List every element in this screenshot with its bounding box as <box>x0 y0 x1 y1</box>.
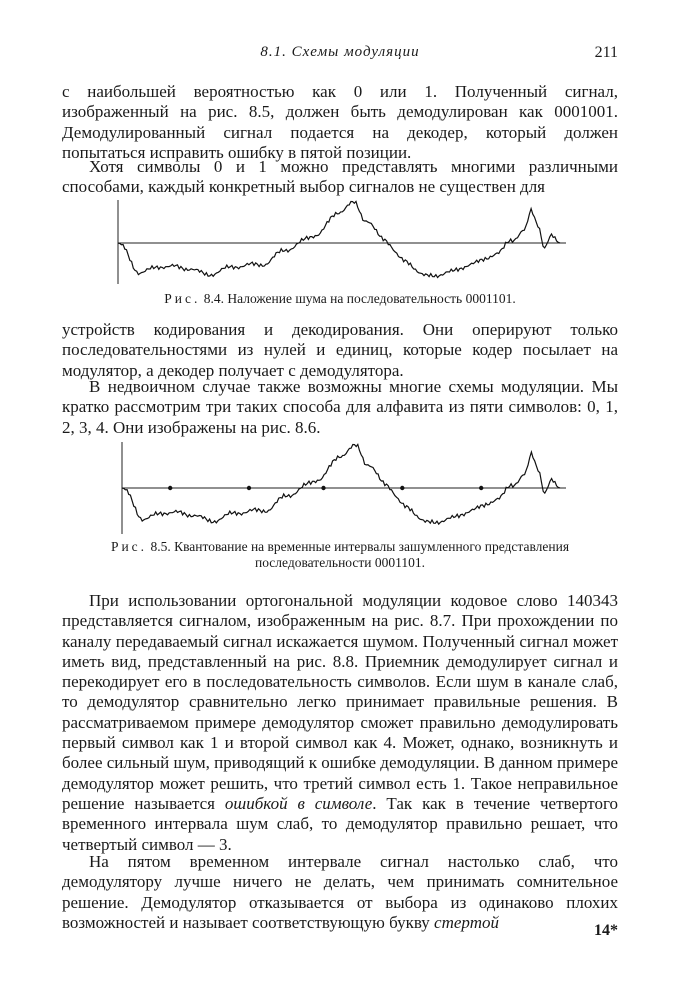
paragraph-6 <box>62 852 618 933</box>
paragraph-1: с наибольшей вероятностью как 0 или 1. Полученный сигнал, изображенный на рис. 8.5, должен быть демодулирован как 0001001. Демодулированный сигнал подается на декодер, который должен попытаться исправить ошибку в пятой позиции. <box>62 82 618 162</box>
paragraph-6-text: На пятом временном интервале сигнал настолько слаб, что демодулятору лучше ничего не делать, чем принимать сомнительное решение. Демодулятор отказывается от выбора из одинаково плохих возможностей и называет соответствующую букву <box>62 852 618 932</box>
figure-8-4-caption <box>62 291 618 307</box>
sample-point-3 <box>321 486 325 490</box>
term-symbol-error: ошибкой в символе <box>224 793 373 813</box>
signature-mark: 14* <box>594 922 618 939</box>
paragraph-5 <box>62 591 618 855</box>
paragraph-5-tail: . Так как в течение четвертого временного интервала шум слаб, то демодулятор правильно решает, что четвертый символ — 3. <box>62 793 619 854</box>
page-header <box>62 44 618 66</box>
fig85-caption-label: Рис. <box>110 539 148 554</box>
term-erased: стертой <box>434 912 499 932</box>
figure-8-5-quantized-signal <box>110 440 570 536</box>
fig84-caption-label: Рис. <box>164 291 201 306</box>
sample-point-2 <box>247 486 251 490</box>
paragraph-4: В недвоичном случае также возможны многие схемы модуляции. Мы кратко рассмотрим три таких способа для алфавита из пяти символов: 0, 1, 2, 3, 4. Они изображены на рис. 8.6. <box>62 377 618 437</box>
page-number: 211 <box>594 44 618 61</box>
paragraph-2: Хотя символы 0 и 1 можно представлять многими различными способами, каждый конкретный выбор сигналов не существен для <box>62 157 618 197</box>
fig85-noisy-waveform <box>122 444 560 524</box>
fig84-caption-text: 8.4. Наложение шума на последовательность 0001101. <box>203 291 516 306</box>
sample-point-1 <box>168 486 172 490</box>
running-title: 8.1. Схемы модуляции <box>260 44 420 60</box>
sample-point-4 <box>400 486 404 490</box>
sample-point-5 <box>479 486 483 490</box>
fig85-caption-line1: 8.5. Квантование на временные интервалы зашумленного представления <box>150 539 570 554</box>
paragraph-3: устройств кодирования и декодирования. Они оперируют только последовательностями из нулей и единиц, которые кодер посылает на модулятор, а декодер получает с демодулятора. <box>62 320 618 380</box>
fig84-noisy-waveform <box>118 201 560 277</box>
paragraph-5-text: При использовании ортогональной модуляции кодовое слово 140343 представляется сигналом, изображенным на рис. 8.7. При прохождении по каналу передаваемый сигнал искажается шумом. Полученный сигнал может иметь вид, представленный на рис. 8.8. Приемник демодулирует сигнал и перекодирует его в последовательность символов. Если шум в канале слаб, то демодулятор сравнительно легко принимает правильные решения. В рассматриваемом примере демодулятор сможет правильно демодулировать первый символ как 1 и второй символ как 4. Может, однако, возникнуть и более сильный шум, приводящий к ошибке демодуляции. В данном примере демодулятор может решить, что третий символ есть 1. Такое неправильное решение называется <box>62 591 618 813</box>
figure-8-4-noisy-signal <box>110 196 570 288</box>
figure-8-5-caption <box>62 539 618 571</box>
fig85-caption-line2: последовательности 0001101. <box>254 555 426 570</box>
